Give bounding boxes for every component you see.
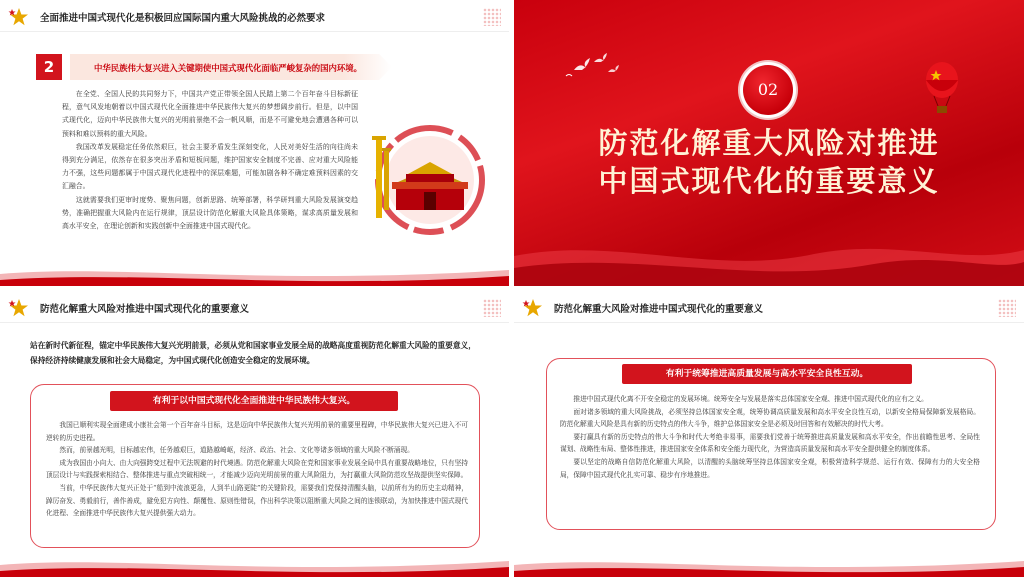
star-emblem-icon (8, 6, 30, 28)
slide-4[interactable] (514, 291, 1024, 577)
paragraph: 我国已顺利实现全面建成小康社会第一个百年奋斗目标，这是迈向中华民族伟大复兴光明前景的重要里程碑，中华民族伟大复兴已进入不可逆转的历史进程。 (46, 421, 468, 442)
slide-1[interactable] (0, 0, 509, 286)
slide-4-body (560, 393, 980, 481)
balloon-icon (922, 62, 962, 114)
red-wave-decoration (0, 547, 509, 577)
slide-2-section-cover[interactable] (514, 0, 1024, 286)
red-ribbon-decoration (514, 216, 1024, 286)
paragraph: 在全党、全国人民的共同努力下，中国共产党正带领全国人民踏上第二个百年奋斗目标新征程，意气风发地朝着以中国式现代化全面推进中华民族伟大复兴的梦想阔步前行。但是，以中国式现代化，迈向中华民族伟大复兴的光明前景绝不会一帆风顺，而是不可避免地会遭遇各种可以预料和难以预料的重大风险。 (62, 90, 358, 138)
red-wave-decoration (514, 547, 1024, 577)
paragraph: 我国改革发展稳定任务依然艰巨，社会主要矛盾发生深刻变化，人民对美好生活的向往尚未得到充分满足，依然存在很多突出矛盾和短板问题，维护国家安全制度不完善、应对重大风险能力不强，这些问题都属于中国式现代化进程中的深层难题，可能加剧各种不确定难预料因素的交汇融合。 (62, 142, 358, 191)
slide-3-intro: 站在新时代新征程，锚定中华民族伟大复兴光明前景，必须从党和国家事业发展全局的战略高度重视防范化解重大风险的重要意义，保持经济持续健康发展和社会大局稳定，为中国式现代化创造安全稳定的发展环境。 (30, 341, 476, 365)
content-box-title: 有利于以中国式现代化全面推进中华民族伟大复兴。 (110, 391, 398, 411)
paragraph: 成为我国由小向大、由大向强跨变过程中无法规避的时代境遇。防范化解重大风险在党和国家事业发展全局中具有重要战略地位，只有坚持顶层设计与实践探索相结合、整体推进与重点突破相统一，才能减少迈向光明前景的重大风险阻力，为打赢重大风险防范攻坚战提供坚实保障。 (46, 458, 468, 480)
doves-icon (564, 50, 626, 80)
red-wave-decoration (0, 256, 509, 286)
slide-3-body (46, 419, 468, 520)
slide-4-header (514, 291, 1024, 323)
content-box-title: 有利于统筹推进高质量发展与高水平安全良性互动。 (622, 364, 912, 384)
slide-1-header (0, 0, 509, 32)
section-number-badge: 2 (36, 54, 62, 80)
slide-4-heading: 防范化解重大风险对推进中国式现代化的重要意义 (554, 304, 764, 315)
dots-pattern-icon (483, 8, 501, 26)
slide-3-heading: 防范化解重大风险对推进中国式现代化的重要意义 (40, 304, 250, 315)
paragraph: 当前，中华民族伟大复兴正处于“船到中流浪更急，人到半山路更陡”的关键阶段，需要我们党保持清醒头脑，以前所有为的历史主动精神，踔厉奋发、勇毅前行，善作善成，避免犯方向性、颠覆性、原则性错误，作出科学决策以阻断重大风险之间的连锁联动，为加快推进中国式现代化进程、全面推进中华民族伟大复兴提供强大动力。 (46, 483, 468, 518)
dots-pattern-icon (483, 299, 501, 317)
section-title-line-2: 中国式现代化的重要意义 (598, 164, 940, 198)
paragraph: 这就需要我们更审时度势、聚焦问题，创新思路、统筹部署，科学研判重大风险发展演变趋势，准确把握重大风险内在运行规律，顶层设计防范化解重大风险具体策略，谋求高质量发展和高水平安全，在理论创新和实践创新中全面推进中国式现代化。 (62, 195, 358, 231)
star-emblem-icon (8, 297, 30, 319)
dots-pattern-icon (998, 299, 1016, 317)
section-banner-text: 中华民族伟大复兴进入关键期使中国式现代化面临严峻复杂的国内环境。 (94, 63, 362, 73)
tiananmen-image (368, 118, 488, 238)
section-title (514, 124, 1024, 200)
paragraph: 要打赢具有新的历史特点的伟大斗争和时代大考绝非易事，需要我们党善于统筹推进高质量发展和高水平安全，作出前瞻性思考、全局性谋划、战略性布局、整体性推进，推进国家安全体系和安全能力现代化，为营造高质量发展和高水平安全提供健全的制度体系。 (560, 432, 980, 454)
slide-3-header (0, 291, 509, 323)
paragraph: 面对诸多领域的重大风险挑战，必须坚持总体国家安全观，统筹协调高质量发展和高水平安全良性互动，以新安全格局保障新发展格局。防范化解重大风险是具有新的历史特点的伟大斗争，维护总体国家安全是必须及时回答和有效解决的时代大考。 (560, 407, 980, 429)
slide-3[interactable] (0, 291, 509, 577)
section-number: 02 (743, 65, 793, 115)
slide-1-body (62, 88, 358, 233)
star-emblem-icon (522, 297, 544, 319)
paragraph: 然而，前景越光明，目标越宏伟，任务越艰巨，道路越崎岖，经济、政治、社会、文化等诸多领域的重大风险不断涌现。 (59, 446, 414, 455)
paragraph: 要以坚定的战略自信防范化解重大风险，以清醒的头脑统筹坚持总体国家安全观，积极营造科学规范、运行有效、保障有力的大安全格局，保障中国式现代化扎实可靠、稳步有序地推进。 (560, 457, 980, 479)
slide-1-heading: 全面推进中国式现代化是积极回应国际国内重大风险挑战的必然要求 (40, 13, 326, 24)
paragraph: 推进中国式现代化离不开安全稳定的发展环境。统筹安全与发展是落实总体国家安全观、推进中国式现代化的应有之义。 (573, 395, 928, 403)
section-title-line-1: 防范化解重大风险对推进 (598, 126, 940, 160)
